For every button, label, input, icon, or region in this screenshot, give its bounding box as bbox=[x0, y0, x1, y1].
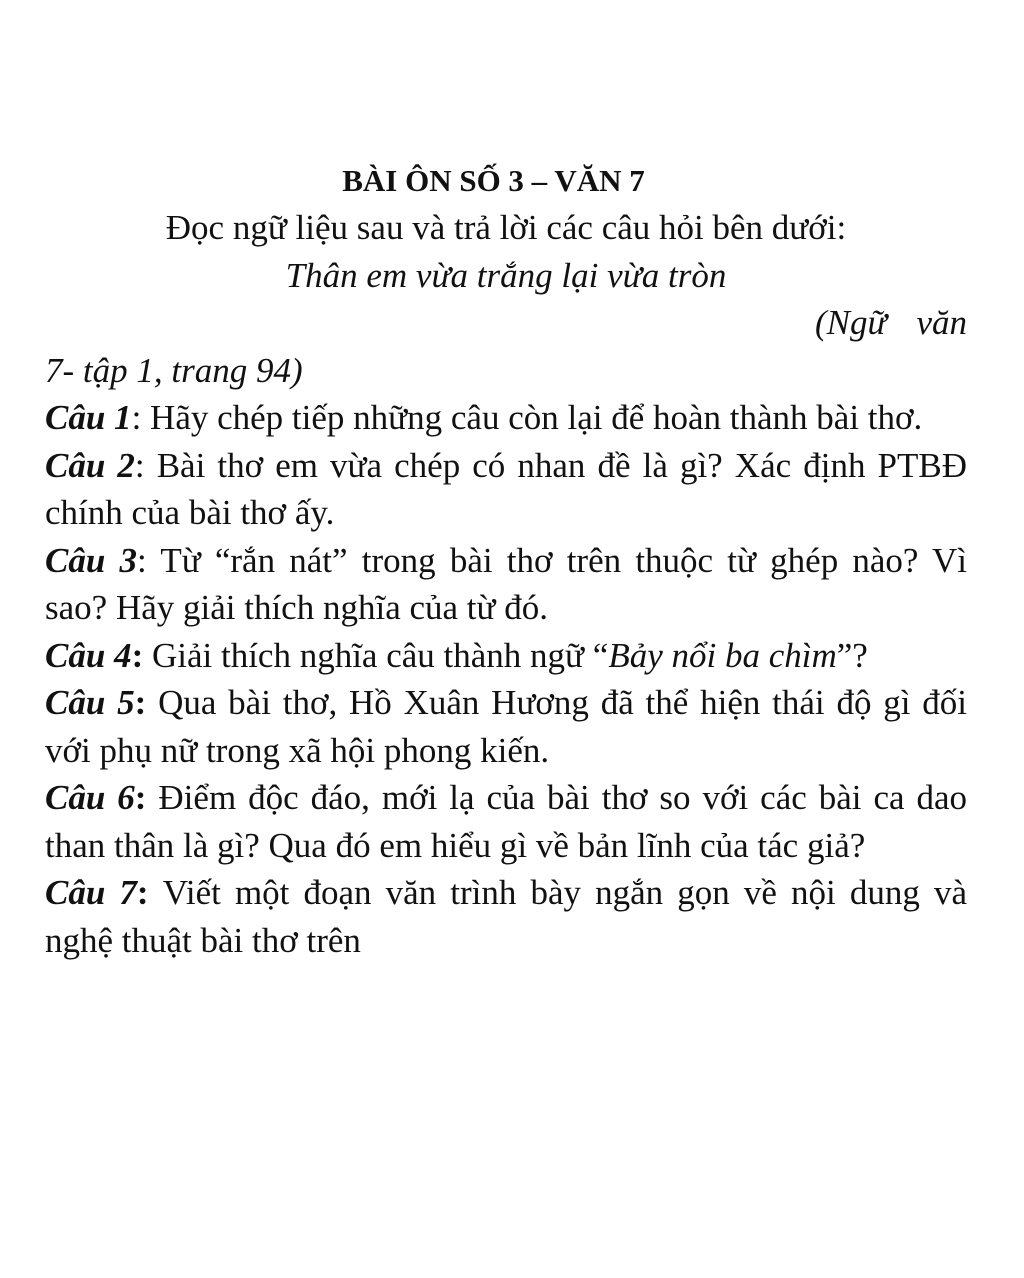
question-text: Viết một đoạn văn trình bày ngắn gọn về nội dung và nghệ thuật bài thơ trên bbox=[45, 873, 968, 960]
question-4 bbox=[45, 632, 967, 680]
question-text-end: ”? bbox=[836, 635, 868, 675]
question-separator: : bbox=[134, 683, 159, 722]
question-1 bbox=[45, 394, 967, 442]
question-label: Câu 5 bbox=[45, 683, 135, 722]
question-label: Câu 7 bbox=[45, 873, 137, 912]
instruction-text: Đọc ngữ liệu sau và trả lời các câu hỏi bên dưới: bbox=[165, 208, 847, 247]
question-label: Câu 2 bbox=[45, 445, 135, 485]
question-separator: : bbox=[136, 873, 163, 912]
question-text: Bài thơ em vừa chép có nhan đề là gì? Xác định PTBĐ chính của bài thơ ấy. bbox=[45, 445, 967, 532]
question-label: Câu 4 bbox=[45, 635, 132, 675]
question-2 bbox=[45, 442, 967, 537]
question-separator: : bbox=[134, 778, 159, 817]
question-label: Câu 6 bbox=[45, 778, 135, 817]
poem-verse: Thân em vừa trắng lại vừa tròn bbox=[285, 255, 727, 295]
question-text: Qua bài thơ, Hồ Xuân Hương đã thể hiện thái độ gì đối với phụ nữ trong xã hội phong kiến. bbox=[45, 683, 967, 770]
question-6 bbox=[45, 774, 967, 869]
question-separator: : bbox=[134, 445, 157, 485]
source-citation: (Ngữ văn 7- tập 1, trang 94) bbox=[45, 303, 967, 390]
question-label: Câu 3 bbox=[45, 540, 138, 580]
question-text: Từ “rắn nát” trong bài thơ trên thuộc từ ghép nào? Vì sao? Hãy giải thích nghĩa của từ đó. bbox=[45, 540, 968, 627]
question-3 bbox=[45, 537, 967, 632]
worksheet-title: BÀI ÔN SỐ 3 – VĂN 7 bbox=[342, 163, 645, 198]
question-text: Hãy chép tiếp những câu còn lại để hoàn thành bài thơ. bbox=[150, 398, 923, 437]
question-5 bbox=[45, 679, 967, 774]
worksheet bbox=[45, 158, 967, 964]
question-separator: : bbox=[131, 398, 151, 437]
question-separator: : bbox=[131, 635, 152, 675]
idiom-text: Bảy nổi ba chìm bbox=[608, 635, 837, 675]
question-text: Điểm độc đáo, mới lạ của bài thơ so với các bài ca dao than thân là gì? Qua đó em hiểu gì về bản lĩnh của tác giả? bbox=[45, 778, 968, 865]
question-text: Giải thích nghĩa câu thành ngữ “ bbox=[151, 635, 609, 675]
question-label: Câu 1 bbox=[45, 398, 132, 437]
question-7 bbox=[45, 869, 967, 964]
question-separator: : bbox=[137, 540, 161, 580]
